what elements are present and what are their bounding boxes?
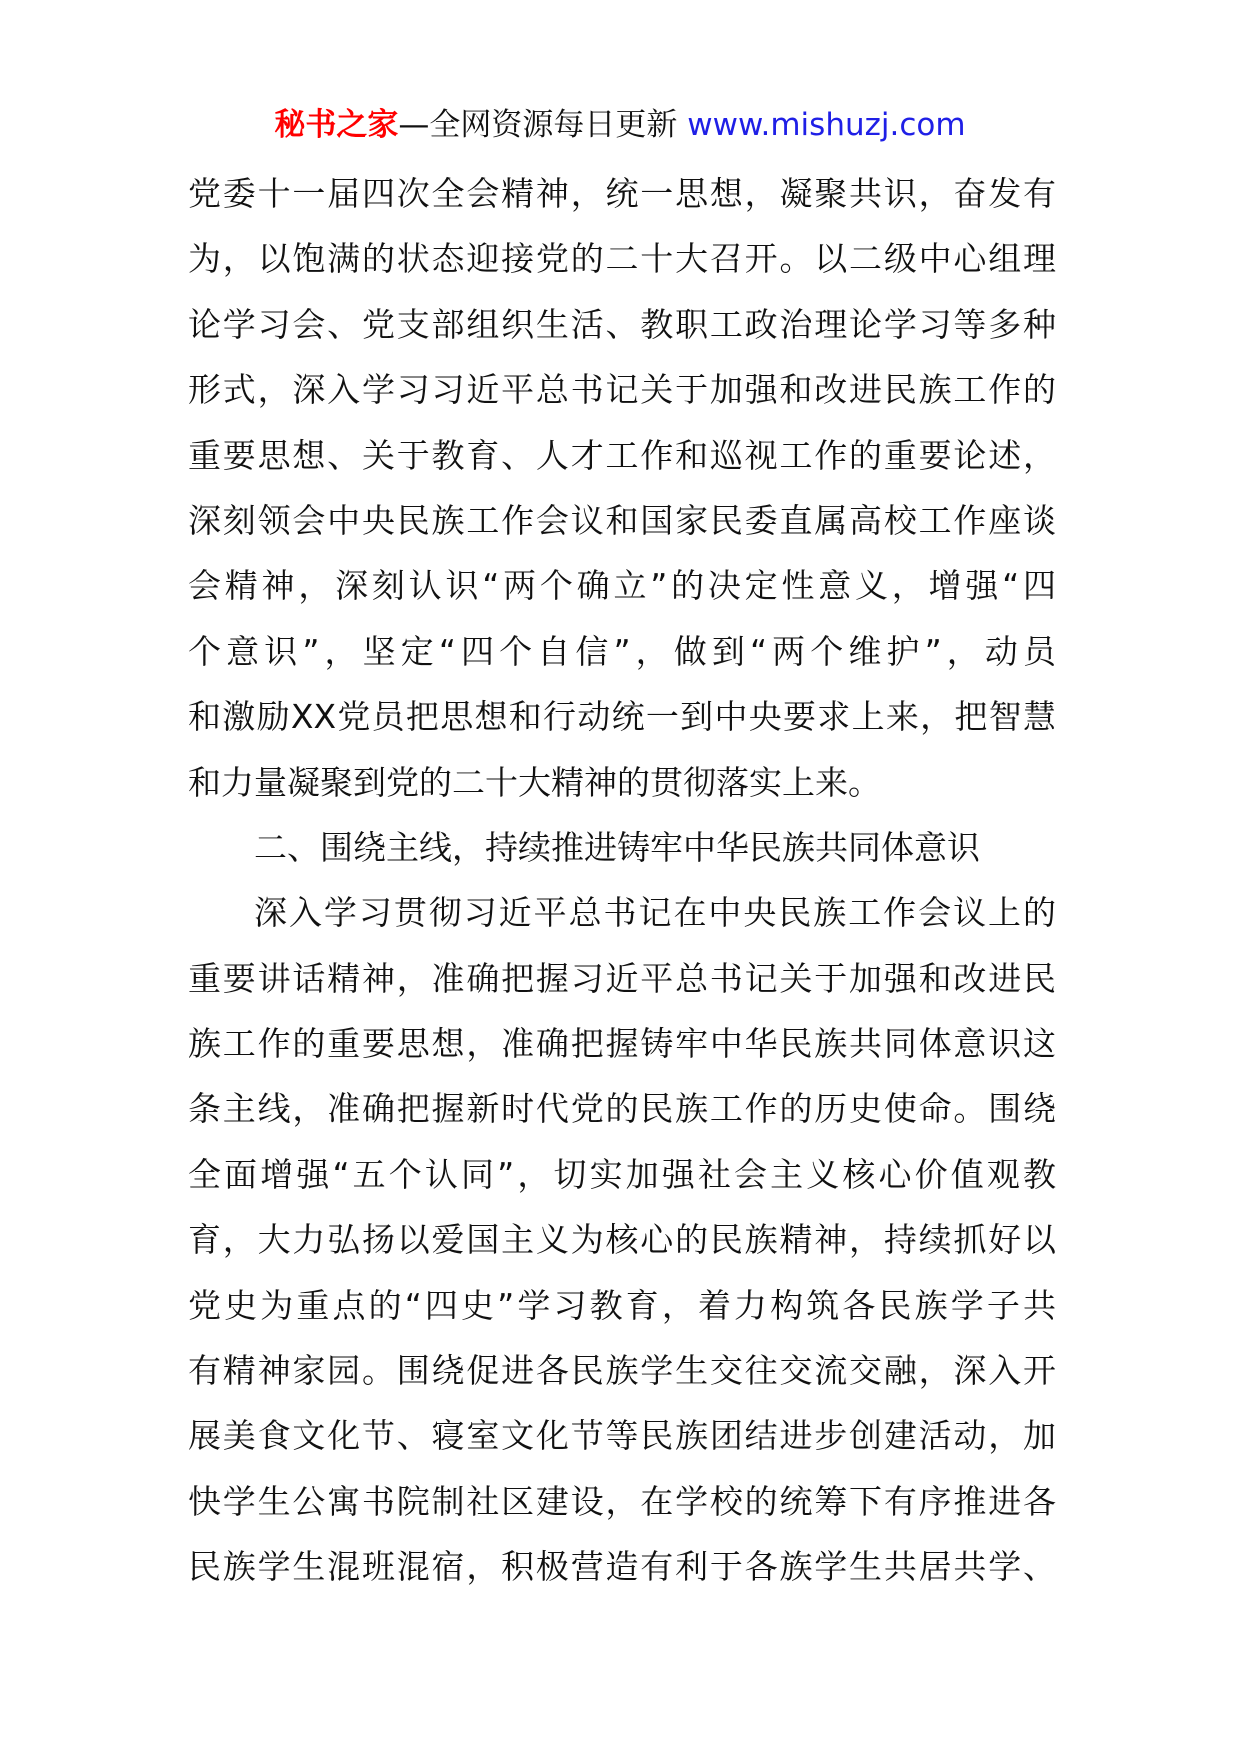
text-line: 有精神家园。围绕促进各民族学生交往交流交融，深入开 (188, 1351, 1056, 1391)
text-line: 个意识”，坚定“四个自信”，做到“两个维护”，动员 (188, 631, 1056, 671)
text-line: 重要思想、关于教育、人才工作和巡视工作的重要论述， (188, 435, 1056, 475)
site-header (0, 100, 1240, 150)
text-line: 形式，深入学习习近平总书记关于加强和改进民族工作的 (188, 370, 1056, 410)
document-body (188, 161, 1056, 1600)
text-line: 为，以饱满的状态迎接党的二十大召开。以二级中心组理 (188, 239, 1056, 279)
text-line: 全面增强“五个认同”，切实加强社会主义核心价值观教 (188, 1154, 1056, 1194)
text-line: 族工作的重要思想，准确把握铸牢中华民族共同体意识这 (188, 1024, 1056, 1064)
text-line: 党史为重点的“四史”学习教育，着力构筑各民族学子共 (188, 1285, 1056, 1325)
site-tagline: —全网资源每日更新 (398, 107, 678, 143)
site-url-link[interactable]: www.mishuzj.com (687, 107, 966, 143)
text-line: 和力量凝聚到党的二十大精神的贯彻落实上来。 (188, 762, 881, 802)
text-line: 论学习会、党支部组织生活、教职工政治理论学习等多种 (188, 304, 1056, 344)
text-line: 和激励XX党员把思想和行动统一到中央要求上来，把智慧 (188, 697, 1056, 737)
text-line: 重要讲话精神，准确把握习近平总书记关于加强和改进民 (188, 958, 1056, 998)
text-line: 条主线，准确把握新时代党的民族工作的历史使命。围绕 (188, 1089, 1056, 1129)
text-line: 展美食文化节、寝室文化节等民族团结进步创建活动，加 (188, 1416, 1056, 1456)
text-line: 民族学生混班混宿，积极营造有利于各族学生共居共学、 (188, 1547, 1056, 1587)
site-brand: 秘书之家 (274, 107, 399, 143)
text-line: 深入学习贯彻习近平总书记在中央民族工作会议上的 (254, 893, 1056, 933)
text-line: 育，大力弘扬以爱国主义为核心的民族精神，持续抓好以 (188, 1220, 1056, 1260)
text-line: 快学生公寓书院制社区建设，在学校的统筹下有序推进各 (188, 1481, 1056, 1521)
text-line: 深刻领会中央民族工作会议和国家民委直属高校工作座谈 (188, 500, 1056, 540)
text-line: 会精神，深刻认识“两个确立”的决定性意义，增强“四 (188, 566, 1056, 606)
section-heading: 二、围绕主线，持续推进铸牢中华民族共同体意识 (254, 827, 980, 867)
text-line: 党委十一届四次全会精神，统一思想，凝聚共识，奋发有 (188, 174, 1056, 213)
